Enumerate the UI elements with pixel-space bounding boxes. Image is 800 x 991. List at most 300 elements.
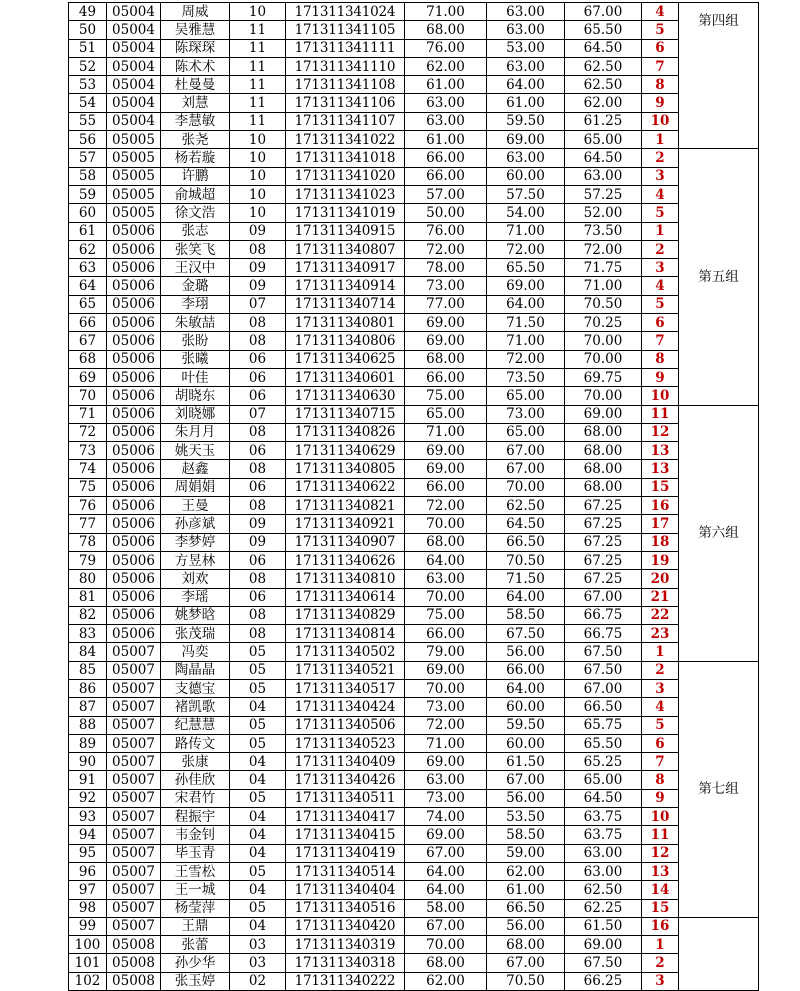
table-row bbox=[69, 570, 759, 588]
score-2-cell: 64.00 bbox=[487, 76, 565, 94]
row-number-cell: 97 bbox=[69, 881, 107, 899]
class-code-cell: 05005 bbox=[107, 131, 161, 149]
row-number-cell: 80 bbox=[69, 570, 107, 588]
class-code-cell: 05006 bbox=[107, 332, 161, 350]
class-code-cell: 05007 bbox=[107, 899, 161, 917]
exam-id-cell: 171311340517 bbox=[286, 679, 405, 697]
row-number-cell: 78 bbox=[69, 533, 107, 551]
row-number-cell: 55 bbox=[69, 112, 107, 130]
score-1-cell: 66.00 bbox=[405, 167, 487, 185]
score-2-cell: 64.00 bbox=[487, 588, 565, 606]
rank-cell: 9 bbox=[642, 368, 679, 386]
class-number-cell: 05 bbox=[230, 716, 286, 734]
average-score-cell: 66.75 bbox=[565, 606, 642, 624]
table-row bbox=[69, 149, 759, 167]
average-score-cell: 68.00 bbox=[565, 478, 642, 496]
score-2-cell: 53.00 bbox=[487, 39, 565, 57]
class-code-cell: 05007 bbox=[107, 789, 161, 807]
table-row bbox=[69, 643, 759, 661]
row-number-cell: 56 bbox=[69, 131, 107, 149]
student-name-cell: 宋君竹 bbox=[161, 789, 230, 807]
rank-cell: 8 bbox=[642, 350, 679, 368]
exam-id-cell: 171311340506 bbox=[286, 716, 405, 734]
student-name-cell: 张志 bbox=[161, 222, 230, 240]
row-number-cell: 88 bbox=[69, 716, 107, 734]
table-row bbox=[69, 76, 759, 94]
table-row bbox=[69, 881, 759, 899]
exam-id-cell: 171311340424 bbox=[286, 698, 405, 716]
rank-cell: 9 bbox=[642, 789, 679, 807]
exam-id-cell: 171311340715 bbox=[286, 405, 405, 423]
score-1-cell: 62.00 bbox=[405, 972, 487, 990]
average-score-cell: 62.25 bbox=[565, 899, 642, 917]
average-score-cell: 68.00 bbox=[565, 442, 642, 460]
score-2-cell: 73.00 bbox=[487, 405, 565, 423]
class-code-cell: 05004 bbox=[107, 21, 161, 39]
row-number-cell: 64 bbox=[69, 277, 107, 295]
student-name-cell: 李梦婷 bbox=[161, 533, 230, 551]
row-number-cell: 92 bbox=[69, 789, 107, 807]
score-2-cell: 62.50 bbox=[487, 497, 565, 515]
score-1-cell: 63.00 bbox=[405, 94, 487, 112]
score-1-cell: 69.00 bbox=[405, 661, 487, 679]
class-code-cell: 05008 bbox=[107, 936, 161, 954]
student-name-cell: 孙少华 bbox=[161, 954, 230, 972]
score-2-cell: 56.00 bbox=[487, 917, 565, 935]
average-score-cell: 67.00 bbox=[565, 3, 642, 21]
rank-cell: 17 bbox=[642, 515, 679, 533]
row-number-cell: 96 bbox=[69, 862, 107, 880]
table-row bbox=[69, 734, 759, 752]
class-code-cell: 05006 bbox=[107, 478, 161, 496]
student-name-cell: 王雪松 bbox=[161, 862, 230, 880]
score-1-cell: 76.00 bbox=[405, 222, 487, 240]
table-row bbox=[69, 808, 759, 826]
score-1-cell: 77.00 bbox=[405, 295, 487, 313]
average-score-cell: 67.00 bbox=[565, 588, 642, 606]
exam-id-cell: 171311340417 bbox=[286, 808, 405, 826]
exam-id-cell: 171311340601 bbox=[286, 368, 405, 386]
score-1-cell: 66.00 bbox=[405, 625, 487, 643]
score-table bbox=[68, 2, 759, 991]
score-2-cell: 66.00 bbox=[487, 661, 565, 679]
student-name-cell: 姚天玉 bbox=[161, 442, 230, 460]
score-2-cell: 71.50 bbox=[487, 314, 565, 332]
class-code-cell: 05007 bbox=[107, 826, 161, 844]
score-1-cell: 71.00 bbox=[405, 3, 487, 21]
class-code-cell: 05008 bbox=[107, 972, 161, 990]
class-code-cell: 05007 bbox=[107, 661, 161, 679]
class-number-cell: 04 bbox=[230, 917, 286, 935]
class-code-cell: 05008 bbox=[107, 954, 161, 972]
rank-cell: 19 bbox=[642, 551, 679, 569]
table-row bbox=[69, 936, 759, 954]
row-number-cell: 87 bbox=[69, 698, 107, 716]
class-number-cell: 05 bbox=[230, 643, 286, 661]
rank-cell: 2 bbox=[642, 240, 679, 258]
student-name-cell: 徐文浩 bbox=[161, 204, 230, 222]
score-1-cell: 73.00 bbox=[405, 277, 487, 295]
class-code-cell: 05006 bbox=[107, 277, 161, 295]
score-2-cell: 69.00 bbox=[487, 131, 565, 149]
score-2-cell: 66.50 bbox=[487, 899, 565, 917]
table-row bbox=[69, 771, 759, 789]
student-name-cell: 陈术术 bbox=[161, 57, 230, 75]
table-row bbox=[69, 277, 759, 295]
score-1-cell: 61.00 bbox=[405, 76, 487, 94]
row-number-cell: 79 bbox=[69, 551, 107, 569]
average-score-cell: 62.50 bbox=[565, 881, 642, 899]
class-number-cell: 08 bbox=[230, 606, 286, 624]
score-1-cell: 74.00 bbox=[405, 808, 487, 826]
score-2-cell: 65.00 bbox=[487, 423, 565, 441]
rank-cell: 12 bbox=[642, 844, 679, 862]
row-number-cell: 77 bbox=[69, 515, 107, 533]
rank-cell: 16 bbox=[642, 497, 679, 515]
student-name-cell: 韦金钊 bbox=[161, 826, 230, 844]
exam-id-cell: 171311341111 bbox=[286, 39, 405, 57]
class-code-cell: 05004 bbox=[107, 39, 161, 57]
class-code-cell: 05007 bbox=[107, 881, 161, 899]
student-name-cell: 张茂瑞 bbox=[161, 625, 230, 643]
score-2-cell: 65.50 bbox=[487, 259, 565, 277]
student-name-cell: 方昱林 bbox=[161, 551, 230, 569]
score-2-cell: 61.00 bbox=[487, 94, 565, 112]
group-label: 第六组 bbox=[679, 405, 759, 661]
rank-cell: 20 bbox=[642, 570, 679, 588]
class-code-cell: 05005 bbox=[107, 149, 161, 167]
score-1-cell: 72.00 bbox=[405, 716, 487, 734]
class-code-cell: 05007 bbox=[107, 862, 161, 880]
student-name-cell: 朱敏喆 bbox=[161, 314, 230, 332]
rank-cell: 2 bbox=[642, 661, 679, 679]
score-1-cell: 62.00 bbox=[405, 57, 487, 75]
table-row bbox=[69, 533, 759, 551]
exam-id-cell: 171311340511 bbox=[286, 789, 405, 807]
score-1-cell: 73.00 bbox=[405, 789, 487, 807]
class-number-cell: 05 bbox=[230, 679, 286, 697]
score-1-cell: 69.00 bbox=[405, 460, 487, 478]
student-name-cell: 刘欢 bbox=[161, 570, 230, 588]
score-2-cell: 59.00 bbox=[487, 844, 565, 862]
row-number-cell: 67 bbox=[69, 332, 107, 350]
score-1-cell: 69.00 bbox=[405, 753, 487, 771]
class-code-cell: 05007 bbox=[107, 716, 161, 734]
exam-id-cell: 171311341023 bbox=[286, 185, 405, 203]
score-2-cell: 58.50 bbox=[487, 826, 565, 844]
student-name-cell: 孙佳欣 bbox=[161, 771, 230, 789]
class-code-cell: 05007 bbox=[107, 679, 161, 697]
score-2-cell: 59.50 bbox=[487, 716, 565, 734]
row-number-cell: 61 bbox=[69, 222, 107, 240]
row-number-cell: 100 bbox=[69, 936, 107, 954]
table-row bbox=[69, 716, 759, 734]
score-2-cell: 63.00 bbox=[487, 57, 565, 75]
average-score-cell: 63.00 bbox=[565, 862, 642, 880]
student-name-cell: 李瑶 bbox=[161, 588, 230, 606]
exam-id-cell: 171311340409 bbox=[286, 753, 405, 771]
exam-id-cell: 171311340502 bbox=[286, 643, 405, 661]
class-number-cell: 08 bbox=[230, 460, 286, 478]
class-number-cell: 09 bbox=[230, 277, 286, 295]
score-2-cell: 67.00 bbox=[487, 771, 565, 789]
table-row bbox=[69, 954, 759, 972]
group-label: 第五组 bbox=[679, 149, 759, 405]
exam-id-cell: 171311340806 bbox=[286, 332, 405, 350]
student-name-cell: 周威 bbox=[161, 3, 230, 21]
average-score-cell: 65.00 bbox=[565, 771, 642, 789]
class-code-cell: 05006 bbox=[107, 368, 161, 386]
exam-id-cell: 171311341108 bbox=[286, 76, 405, 94]
score-2-cell: 65.00 bbox=[487, 387, 565, 405]
score-2-cell: 63.00 bbox=[487, 149, 565, 167]
row-number-cell: 63 bbox=[69, 259, 107, 277]
table-row bbox=[69, 21, 759, 39]
rank-cell: 1 bbox=[642, 643, 679, 661]
class-code-cell: 05006 bbox=[107, 423, 161, 441]
score-1-cell: 64.00 bbox=[405, 881, 487, 899]
score-1-cell: 72.00 bbox=[405, 240, 487, 258]
row-number-cell: 91 bbox=[69, 771, 107, 789]
score-2-cell: 60.00 bbox=[487, 698, 565, 716]
student-name-cell: 俞城超 bbox=[161, 185, 230, 203]
exam-id-cell: 171311340630 bbox=[286, 387, 405, 405]
exam-id-cell: 171311340521 bbox=[286, 661, 405, 679]
row-number-cell: 75 bbox=[69, 478, 107, 496]
average-score-cell: 71.00 bbox=[565, 277, 642, 295]
class-number-cell: 06 bbox=[230, 478, 286, 496]
average-score-cell: 67.25 bbox=[565, 533, 642, 551]
class-number-cell: 04 bbox=[230, 881, 286, 899]
row-number-cell: 86 bbox=[69, 679, 107, 697]
rank-cell: 3 bbox=[642, 167, 679, 185]
row-number-cell: 89 bbox=[69, 734, 107, 752]
exam-id-cell: 171311340921 bbox=[286, 515, 405, 533]
score-2-cell: 73.50 bbox=[487, 368, 565, 386]
exam-id-cell: 171311341024 bbox=[286, 3, 405, 21]
class-code-cell: 05006 bbox=[107, 588, 161, 606]
rank-cell: 4 bbox=[642, 185, 679, 203]
table-row bbox=[69, 222, 759, 240]
class-number-cell: 08 bbox=[230, 240, 286, 258]
average-score-cell: 70.00 bbox=[565, 350, 642, 368]
row-number-cell: 74 bbox=[69, 460, 107, 478]
row-number-cell: 71 bbox=[69, 405, 107, 423]
row-number-cell: 52 bbox=[69, 57, 107, 75]
row-number-cell: 58 bbox=[69, 167, 107, 185]
table-row bbox=[69, 423, 759, 441]
student-name-cell: 杨莹萍 bbox=[161, 899, 230, 917]
rank-cell: 7 bbox=[642, 332, 679, 350]
rank-cell: 13 bbox=[642, 460, 679, 478]
average-score-cell: 67.25 bbox=[565, 515, 642, 533]
score-1-cell: 72.00 bbox=[405, 497, 487, 515]
score-1-cell: 65.00 bbox=[405, 405, 487, 423]
score-2-cell: 64.00 bbox=[487, 679, 565, 697]
score-1-cell: 68.00 bbox=[405, 350, 487, 368]
rank-cell: 4 bbox=[642, 698, 679, 716]
exam-id-cell: 171311340626 bbox=[286, 551, 405, 569]
class-number-cell: 05 bbox=[230, 899, 286, 917]
table-row bbox=[69, 295, 759, 313]
class-number-cell: 08 bbox=[230, 570, 286, 588]
exam-id-cell: 171311340829 bbox=[286, 606, 405, 624]
row-number-cell: 99 bbox=[69, 917, 107, 935]
exam-id-cell: 171311341106 bbox=[286, 94, 405, 112]
table-row bbox=[69, 844, 759, 862]
rank-cell: 23 bbox=[642, 625, 679, 643]
score-2-cell: 67.50 bbox=[487, 625, 565, 643]
row-number-cell: 90 bbox=[69, 753, 107, 771]
row-number-cell: 102 bbox=[69, 972, 107, 990]
student-name-cell: 褚凯歌 bbox=[161, 698, 230, 716]
exam-id-cell: 171311340514 bbox=[286, 862, 405, 880]
row-number-cell: 93 bbox=[69, 808, 107, 826]
class-code-cell: 05007 bbox=[107, 844, 161, 862]
table-row bbox=[69, 588, 759, 606]
table-row bbox=[69, 94, 759, 112]
score-2-cell: 61.50 bbox=[487, 753, 565, 771]
rank-cell: 8 bbox=[642, 76, 679, 94]
row-number-cell: 70 bbox=[69, 387, 107, 405]
rank-cell: 4 bbox=[642, 277, 679, 295]
rank-cell: 2 bbox=[642, 954, 679, 972]
student-name-cell: 张曦 bbox=[161, 350, 230, 368]
score-2-cell: 60.00 bbox=[487, 167, 565, 185]
exam-id-cell: 171311341107 bbox=[286, 112, 405, 130]
student-name-cell: 支德宝 bbox=[161, 679, 230, 697]
average-score-cell: 68.00 bbox=[565, 460, 642, 478]
score-2-cell: 67.00 bbox=[487, 442, 565, 460]
class-code-cell: 05006 bbox=[107, 570, 161, 588]
exam-id-cell: 171311340614 bbox=[286, 588, 405, 606]
rank-cell: 6 bbox=[642, 314, 679, 332]
score-1-cell: 71.00 bbox=[405, 423, 487, 441]
row-number-cell: 84 bbox=[69, 643, 107, 661]
average-score-cell: 62.00 bbox=[565, 94, 642, 112]
rank-cell: 13 bbox=[642, 862, 679, 880]
class-code-cell: 05006 bbox=[107, 460, 161, 478]
exam-id-cell: 171311340805 bbox=[286, 460, 405, 478]
class-code-cell: 05006 bbox=[107, 515, 161, 533]
class-code-cell: 05007 bbox=[107, 734, 161, 752]
student-name-cell: 王一城 bbox=[161, 881, 230, 899]
class-number-cell: 06 bbox=[230, 350, 286, 368]
row-number-cell: 72 bbox=[69, 423, 107, 441]
row-number-cell: 51 bbox=[69, 39, 107, 57]
table-row bbox=[69, 387, 759, 405]
row-number-cell: 69 bbox=[69, 368, 107, 386]
table-row bbox=[69, 259, 759, 277]
rank-cell: 6 bbox=[642, 39, 679, 57]
student-name-cell: 朱月月 bbox=[161, 423, 230, 441]
table-row bbox=[69, 789, 759, 807]
average-score-cell: 67.25 bbox=[565, 570, 642, 588]
row-number-cell: 73 bbox=[69, 442, 107, 460]
table-row bbox=[69, 185, 759, 203]
average-score-cell: 66.75 bbox=[565, 625, 642, 643]
row-number-cell: 59 bbox=[69, 185, 107, 203]
table-row bbox=[69, 131, 759, 149]
row-number-cell: 62 bbox=[69, 240, 107, 258]
class-code-cell: 05005 bbox=[107, 167, 161, 185]
score-1-cell: 68.00 bbox=[405, 21, 487, 39]
exam-id-cell: 171311340516 bbox=[286, 899, 405, 917]
row-number-cell: 85 bbox=[69, 661, 107, 679]
score-1-cell: 67.00 bbox=[405, 844, 487, 862]
score-1-cell: 57.00 bbox=[405, 185, 487, 203]
exam-id-cell: 171311340917 bbox=[286, 259, 405, 277]
student-name-cell: 胡晓东 bbox=[161, 387, 230, 405]
table-row bbox=[69, 368, 759, 386]
rank-cell: 1 bbox=[642, 222, 679, 240]
class-number-cell: 08 bbox=[230, 423, 286, 441]
rank-cell: 14 bbox=[642, 881, 679, 899]
row-number-cell: 53 bbox=[69, 76, 107, 94]
class-code-cell: 05006 bbox=[107, 405, 161, 423]
rank-cell: 3 bbox=[642, 679, 679, 697]
average-score-cell: 69.00 bbox=[565, 405, 642, 423]
table-row bbox=[69, 332, 759, 350]
score-2-cell: 63.00 bbox=[487, 21, 565, 39]
group-label bbox=[679, 917, 759, 990]
score-1-cell: 69.00 bbox=[405, 332, 487, 350]
rank-cell: 10 bbox=[642, 808, 679, 826]
class-number-cell: 11 bbox=[230, 112, 286, 130]
rank-cell: 11 bbox=[642, 826, 679, 844]
table-row bbox=[69, 112, 759, 130]
exam-id-cell: 171311340826 bbox=[286, 423, 405, 441]
exam-id-cell: 171311341018 bbox=[286, 149, 405, 167]
exam-id-cell: 171311341110 bbox=[286, 57, 405, 75]
class-number-cell: 04 bbox=[230, 844, 286, 862]
class-number-cell: 08 bbox=[230, 497, 286, 515]
student-name-cell: 张康 bbox=[161, 753, 230, 771]
student-name-cell: 陶晶晶 bbox=[161, 661, 230, 679]
student-name-cell: 叶佳 bbox=[161, 368, 230, 386]
score-table-body bbox=[69, 3, 759, 991]
class-code-cell: 05006 bbox=[107, 497, 161, 515]
exam-id-cell: 171311340523 bbox=[286, 734, 405, 752]
class-number-cell: 11 bbox=[230, 57, 286, 75]
student-name-cell: 冯奕 bbox=[161, 643, 230, 661]
student-name-cell: 金璐 bbox=[161, 277, 230, 295]
score-1-cell: 58.00 bbox=[405, 899, 487, 917]
class-number-cell: 08 bbox=[230, 625, 286, 643]
row-number-cell: 65 bbox=[69, 295, 107, 313]
rank-cell: 18 bbox=[642, 533, 679, 551]
class-number-cell: 04 bbox=[230, 753, 286, 771]
class-code-cell: 05006 bbox=[107, 350, 161, 368]
average-score-cell: 67.50 bbox=[565, 954, 642, 972]
student-name-cell: 李珝 bbox=[161, 295, 230, 313]
class-number-cell: 03 bbox=[230, 954, 286, 972]
class-number-cell: 04 bbox=[230, 826, 286, 844]
rank-cell: 9 bbox=[642, 94, 679, 112]
score-2-cell: 72.00 bbox=[487, 240, 565, 258]
exam-id-cell: 171311340807 bbox=[286, 240, 405, 258]
average-score-cell: 70.00 bbox=[565, 332, 642, 350]
score-1-cell: 66.00 bbox=[405, 478, 487, 496]
rank-cell: 7 bbox=[642, 57, 679, 75]
table-row bbox=[69, 826, 759, 844]
class-number-cell: 09 bbox=[230, 222, 286, 240]
score-1-cell: 70.00 bbox=[405, 679, 487, 697]
row-number-cell: 81 bbox=[69, 588, 107, 606]
score-2-cell: 58.50 bbox=[487, 606, 565, 624]
rank-cell: 2 bbox=[642, 149, 679, 167]
student-name-cell: 王汉中 bbox=[161, 259, 230, 277]
